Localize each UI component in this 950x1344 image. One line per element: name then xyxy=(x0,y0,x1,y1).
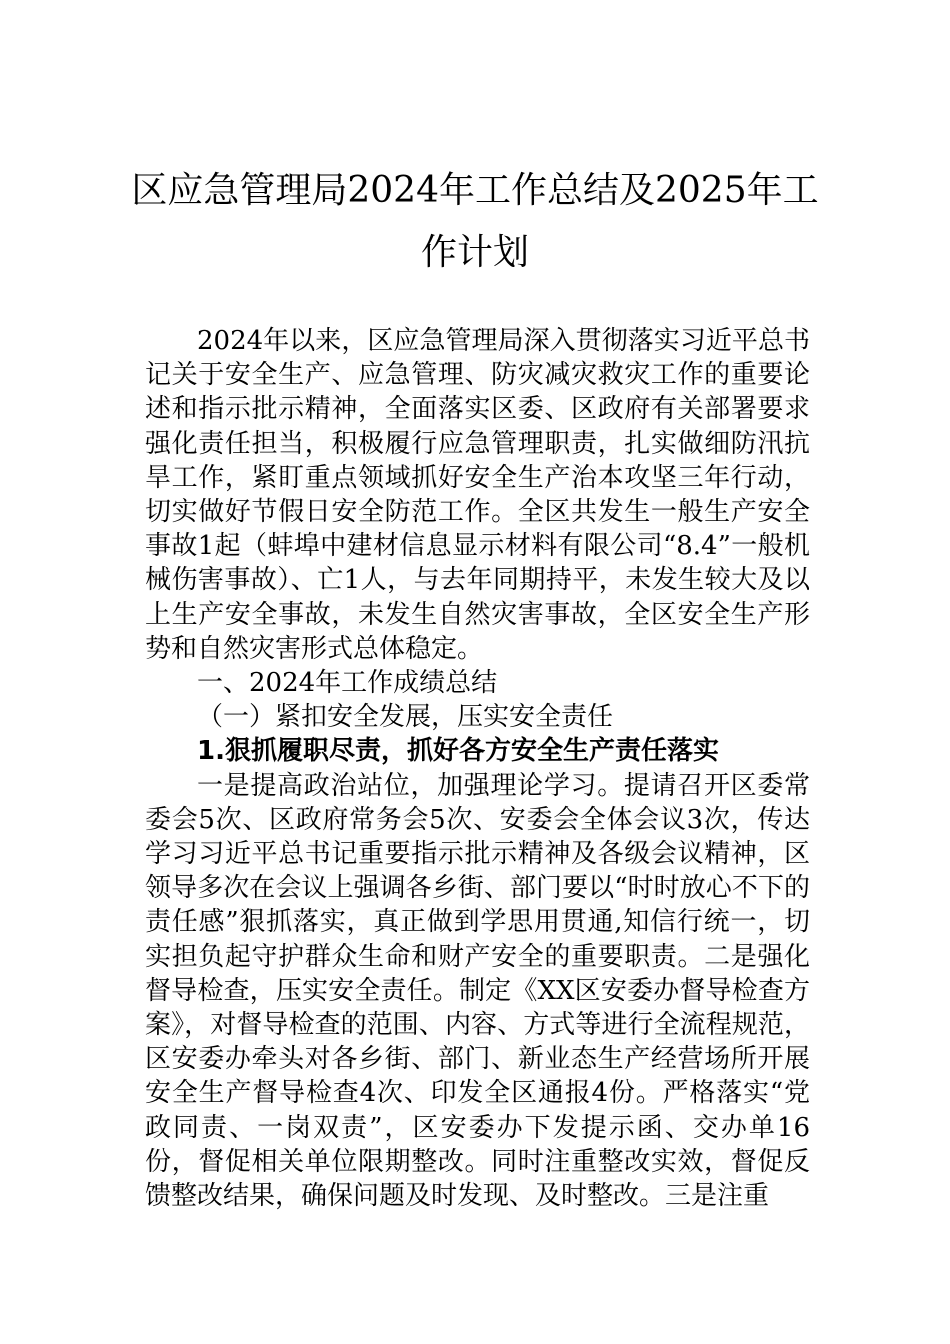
title-line-2: 作计划 xyxy=(420,232,529,273)
document-body xyxy=(145,324,810,1213)
intro-paragraph: 2024年以来，区应急管理局深入贯彻落实习近平总书记关于安全生产、应急管理、防灾减灾救灾工作的重要论述和指示批示精神，全面落实区委、区政府有关部署要求强化责任担当，积极履行应急管理职责，扎实做细防汛抗旱工作，紧盯重点领域抓好安全生产治本攻坚三年行动，切实做好节假日安全防范工作。全区共发生一般生产安全事故1起（蚌埠中建材信息显示材料有限公司“8.4”一般机械伤害事故）、亡1人，与去年同期持平，未发生较大及以上生产安全事故，未发生自然灾害事故，全区安全生产形势和自然灾害形式总体稳定。 xyxy=(145,326,810,664)
item-heading: 1.狠抓履职尽责，抓好各方安全生产责任落实 xyxy=(197,736,719,767)
subsection-heading: （一）紧扣安全发展，压实安全责任 xyxy=(197,702,614,733)
body-paragraph: 一是提高政治站位，加强理论学习。提请召开区委常委会5次、区政府常务会5次、安委会全体会议3次，传达学习习近平总书记重要指示批示精神及各级会议精神，区领导多次在会议上强调各乡街、部门要以“时时放心不下的责任感”狠抓落实，真正做到学思用贯通,知信行统一，切实担负起守护群众生命和财产安全的重要职责。二是强化督导检查，压实安全责任。制定《XX区安委办督导检查方案》，对督导检查的范围、内容、方式等进行全流程规范，区安委办牵头对各乡街、部门、新业态生产经营场所开展安全生产督导检查4次、印发全区通报4份。严格落实“党政同责、一岗双责”，区安委办下发提示函、交办单16份，督促相关单位限期整改。同时注重整改实效，督促反馈整改结果，确保问题及时发现、及时整改。三是注重 xyxy=(145,770,810,1212)
section-heading: 一、2024年工作成绩总结 xyxy=(197,668,498,699)
title-line-1: 区应急管理局2024年工作总结及2025年工 xyxy=(131,170,819,211)
document-title xyxy=(130,160,820,284)
